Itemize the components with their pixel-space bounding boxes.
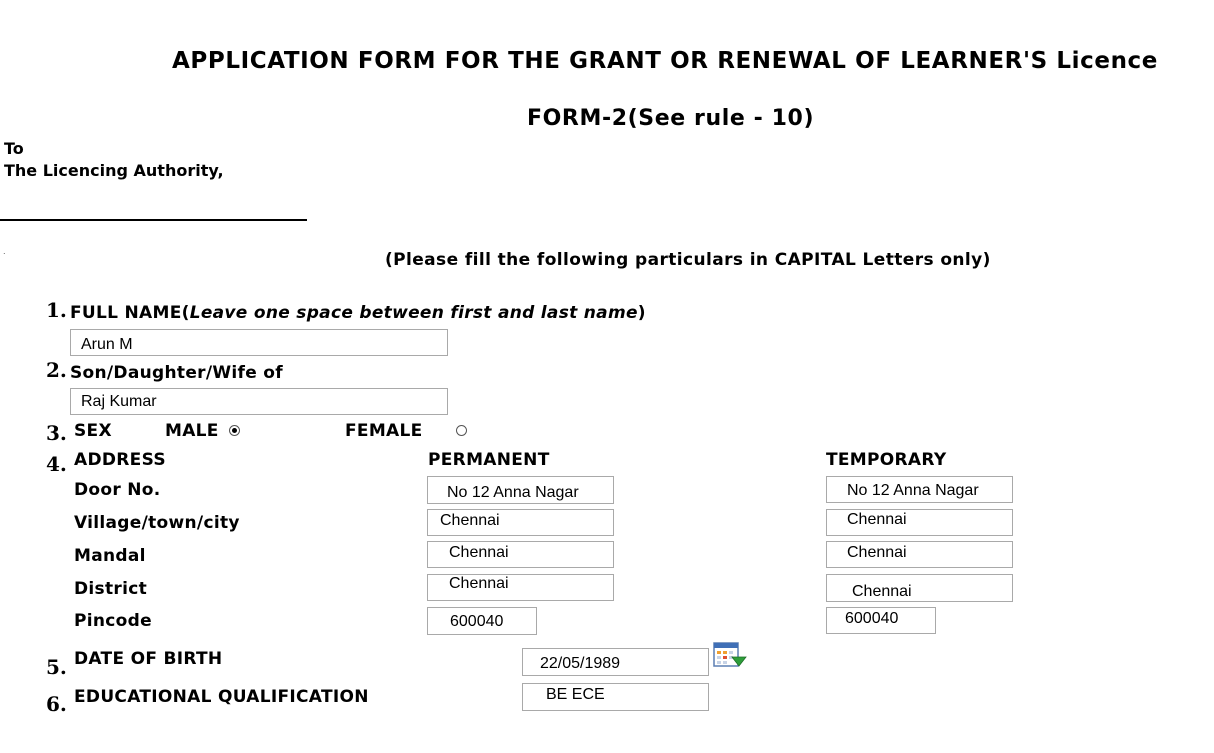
sex-label: SEX (74, 421, 112, 441)
dob-label: DATE OF BIRTH (74, 649, 223, 669)
capital-letters-note: (Please fill the following particulars in CAPITAL Letters only) (385, 250, 991, 270)
item-number-3: 3. (46, 421, 67, 445)
full-name-hint: Leave one space between first and last name (189, 303, 638, 323)
door-no-label: Door No. (74, 480, 161, 500)
full-name-label-close: ) (637, 303, 646, 323)
to-label: To (4, 139, 24, 158)
permanent-door-input[interactable] (427, 476, 614, 504)
authority-label: The Licencing Authority, (4, 161, 224, 180)
permanent-mandal-input[interactable] (427, 541, 614, 568)
item-number-1: 1. (46, 298, 67, 322)
temporary-village-input[interactable] (826, 509, 1013, 536)
permanent-district-input[interactable] (427, 574, 614, 601)
temporary-district-input[interactable] (826, 574, 1013, 602)
village-label: Village/town/city (74, 513, 240, 533)
temporary-header: TEMPORARY (826, 450, 947, 470)
full-name-input[interactable] (70, 329, 448, 356)
form-title: APPLICATION FORM FOR THE GRANT OR RENEWAL OF LEARNER'S Licence (172, 48, 1158, 74)
item-number-6: 6. (46, 692, 67, 716)
relation-label: Son/Daughter/Wife of (70, 363, 283, 383)
female-radio[interactable] (456, 425, 467, 436)
item-number-5: 5. (46, 655, 67, 679)
item-number-2: 2. (46, 358, 67, 382)
temporary-mandal-input[interactable] (826, 541, 1013, 568)
item-number-4: 4. (46, 452, 67, 476)
pincode-label: Pincode (74, 611, 152, 631)
education-input[interactable] (522, 683, 709, 711)
male-label: MALE (165, 421, 219, 441)
permanent-header: PERMANENT (428, 450, 550, 470)
male-radio[interactable] (229, 425, 240, 436)
relation-input[interactable] (70, 388, 448, 415)
female-label: FEMALE (345, 421, 423, 441)
full-name-label (70, 303, 646, 323)
temporary-pincode-input[interactable] (826, 607, 936, 634)
permanent-pincode-input[interactable] (427, 607, 537, 635)
temporary-door-input[interactable] (826, 476, 1013, 503)
stray-dot: . (3, 247, 6, 256)
permanent-village-input[interactable] (427, 509, 614, 536)
calendar-icon[interactable] (713, 642, 747, 670)
address-label: ADDRESS (74, 450, 166, 470)
mandal-label: Mandal (74, 546, 146, 566)
education-label: EDUCATIONAL QUALIFICATION (74, 687, 369, 707)
authority-underline (0, 219, 307, 221)
form-subtitle: FORM-2(See rule - 10) (527, 106, 815, 131)
district-label: District (74, 579, 147, 599)
full-name-label-text: FULL NAME( (70, 303, 190, 323)
dob-input[interactable] (522, 648, 709, 676)
